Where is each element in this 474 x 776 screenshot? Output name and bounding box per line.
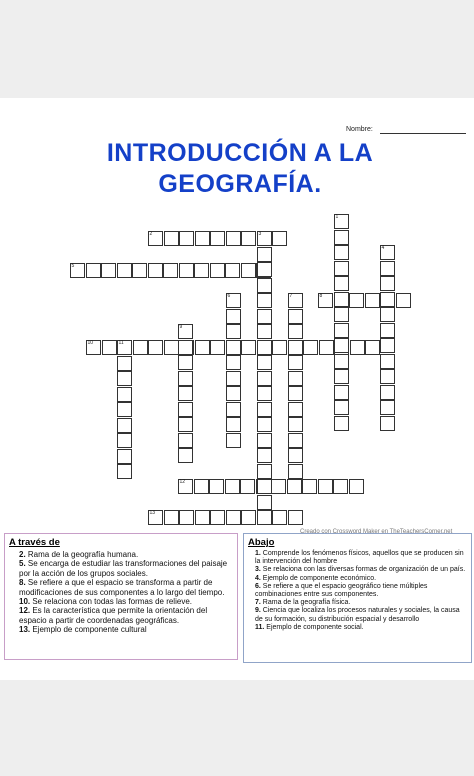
grid-cell[interactable] bbox=[380, 276, 395, 291]
down-clue bbox=[255, 583, 467, 599]
grid-cell[interactable] bbox=[334, 416, 349, 431]
down-clue bbox=[255, 550, 467, 566]
grid-cell[interactable] bbox=[148, 263, 163, 278]
grid-cell[interactable] bbox=[225, 263, 240, 278]
credit-text: Creado con Crossword Maker en TheTeachersCorner.net bbox=[300, 529, 453, 535]
grid-cell[interactable] bbox=[117, 449, 132, 464]
grid-cell[interactable] bbox=[257, 309, 272, 324]
grid-cell[interactable] bbox=[257, 495, 272, 510]
grid-clue-number: 11 bbox=[118, 340, 124, 346]
grid-cell[interactable] bbox=[148, 340, 163, 355]
grid-cell[interactable] bbox=[288, 309, 303, 324]
grid-cell[interactable] bbox=[241, 263, 256, 278]
grid-cell[interactable] bbox=[272, 231, 287, 246]
grid-cell[interactable] bbox=[334, 385, 349, 400]
grid-cell[interactable] bbox=[86, 263, 101, 278]
grid-clue-number: 6 bbox=[227, 293, 231, 299]
worksheet-title: INTRODUCCIÓN A LA GEOGRAFÍA. bbox=[106, 139, 374, 198]
grid-cell[interactable] bbox=[288, 324, 303, 339]
grid-cell[interactable] bbox=[380, 354, 395, 369]
grid-cell[interactable] bbox=[349, 293, 364, 308]
clue-text: Ejemplo de componente cultural bbox=[32, 625, 147, 635]
grid-cell[interactable] bbox=[380, 416, 395, 431]
grid-cell[interactable] bbox=[257, 247, 272, 262]
grid-cell[interactable] bbox=[226, 386, 241, 401]
grid-cell[interactable] bbox=[179, 231, 194, 246]
clue-number: 12. bbox=[19, 606, 33, 616]
grid-cell[interactable] bbox=[257, 340, 272, 355]
down-heading: Abajo bbox=[248, 537, 275, 548]
down-clues-panel bbox=[243, 533, 472, 663]
grid-cell[interactable] bbox=[209, 479, 224, 494]
grid-cell[interactable] bbox=[380, 261, 395, 276]
grid-cell[interactable] bbox=[210, 263, 225, 278]
grid-cell[interactable] bbox=[334, 292, 349, 307]
grid-cell[interactable] bbox=[178, 402, 193, 417]
grid-cell[interactable] bbox=[288, 464, 303, 479]
grid-cell[interactable] bbox=[271, 479, 286, 494]
grid-cell[interactable] bbox=[117, 464, 132, 479]
grid-cell[interactable] bbox=[350, 340, 365, 355]
grid-cell[interactable] bbox=[240, 479, 255, 494]
grid-cell[interactable] bbox=[117, 263, 132, 278]
grid-cell[interactable] bbox=[195, 231, 210, 246]
grid-cell[interactable] bbox=[334, 354, 349, 369]
down-clue bbox=[255, 607, 467, 623]
grid-cell[interactable] bbox=[257, 417, 272, 432]
grid-cell[interactable] bbox=[380, 400, 395, 415]
grid-cell[interactable] bbox=[164, 510, 179, 525]
down-clue-list bbox=[244, 550, 471, 632]
clue-text: Rama de la geografía física. bbox=[262, 599, 351, 607]
grid-cell[interactable] bbox=[226, 309, 241, 324]
grid-clue-number: 4 bbox=[381, 245, 385, 251]
clue-text: Comprende los fenómenos físicos, aquellos que se producen sin la intervención del hombre bbox=[255, 550, 464, 566]
grid-cell[interactable] bbox=[334, 307, 349, 322]
grid-cell[interactable] bbox=[365, 340, 380, 355]
grid-cell[interactable] bbox=[210, 340, 225, 355]
clue-number: 4. bbox=[255, 574, 263, 582]
grid-cell[interactable] bbox=[302, 479, 317, 494]
grid-cell[interactable] bbox=[334, 323, 349, 338]
grid-clue-number: 13 bbox=[149, 510, 156, 516]
clue-number: 8. bbox=[19, 578, 28, 588]
grid-cell[interactable] bbox=[257, 386, 272, 401]
across-clue bbox=[19, 550, 231, 559]
grid-cell[interactable] bbox=[117, 356, 132, 371]
grid-cell[interactable] bbox=[163, 263, 178, 278]
grid-cell[interactable] bbox=[288, 448, 303, 463]
grid-cell[interactable] bbox=[257, 402, 272, 417]
grid-cell[interactable] bbox=[132, 263, 147, 278]
grid-cell[interactable] bbox=[225, 479, 240, 494]
grid-cell[interactable] bbox=[210, 231, 225, 246]
across-heading: A través de bbox=[9, 537, 60, 548]
grid-cell[interactable] bbox=[365, 293, 380, 308]
clue-number: 6. bbox=[255, 582, 263, 590]
down-clue bbox=[255, 575, 467, 583]
grid-cell[interactable] bbox=[396, 293, 411, 308]
grid-cell[interactable] bbox=[257, 293, 272, 308]
grid-cell[interactable] bbox=[334, 276, 349, 291]
grid-cell[interactable] bbox=[241, 510, 256, 525]
grid-cell[interactable] bbox=[288, 510, 303, 525]
grid-cell[interactable] bbox=[334, 230, 349, 245]
grid-cell[interactable] bbox=[334, 400, 349, 415]
grid-cell[interactable] bbox=[194, 263, 209, 278]
across-clue bbox=[19, 606, 231, 625]
grid-clue-number: 10 bbox=[87, 340, 94, 346]
grid-cell[interactable] bbox=[257, 510, 272, 525]
grid-cell[interactable] bbox=[226, 417, 241, 432]
grid-cell[interactable] bbox=[380, 369, 395, 384]
clue-text: Rama de la geografía humana. bbox=[27, 550, 139, 559]
grid-clue-number: 5 bbox=[71, 263, 75, 269]
clue-number: 1. bbox=[255, 550, 263, 557]
grid-cell[interactable] bbox=[319, 340, 334, 355]
grid-cell[interactable] bbox=[210, 510, 225, 525]
name-label: Nombre: bbox=[346, 126, 373, 133]
grid-cell[interactable] bbox=[241, 231, 256, 246]
grid-cell[interactable] bbox=[272, 510, 287, 525]
grid-cell[interactable] bbox=[288, 433, 303, 448]
grid-clue-number: 9 bbox=[179, 324, 183, 330]
grid-cell[interactable] bbox=[226, 231, 241, 246]
grid-cell[interactable] bbox=[226, 510, 241, 525]
down-clue bbox=[255, 599, 467, 607]
clue-text: Ciencia que localiza los procesos naturales y sociales, la causa de su formación, su distribución espacial y desarrollo bbox=[255, 607, 460, 623]
grid-cell[interactable] bbox=[164, 231, 179, 246]
grid-cell[interactable] bbox=[194, 479, 209, 494]
grid-cell[interactable] bbox=[288, 386, 303, 401]
grid-cell[interactable] bbox=[179, 263, 194, 278]
grid-cell[interactable] bbox=[287, 479, 302, 494]
down-clue bbox=[255, 624, 467, 632]
clue-number: 3. bbox=[255, 566, 263, 574]
grid-cell[interactable] bbox=[334, 369, 349, 384]
across-clue bbox=[19, 578, 231, 597]
grid-cell[interactable] bbox=[102, 340, 117, 355]
grid-cell[interactable] bbox=[226, 340, 241, 355]
grid-cell[interactable] bbox=[178, 433, 193, 448]
grid-cell[interactable] bbox=[334, 261, 349, 276]
grid-cell[interactable] bbox=[178, 386, 193, 401]
grid-cell[interactable] bbox=[178, 340, 193, 355]
grid-cell[interactable] bbox=[101, 263, 116, 278]
grid-cell[interactable] bbox=[226, 324, 241, 339]
clue-number: 10. bbox=[19, 597, 33, 607]
grid-clue-number: 3 bbox=[258, 231, 262, 237]
grid-cell[interactable] bbox=[117, 387, 132, 402]
grid-clue-number: 7 bbox=[289, 293, 293, 299]
grid-cell[interactable] bbox=[179, 510, 194, 525]
grid-cell[interactable] bbox=[226, 355, 241, 370]
grid-clue-number: 8 bbox=[319, 293, 323, 299]
clue-number: 7. bbox=[255, 599, 263, 607]
grid-cell[interactable] bbox=[257, 479, 272, 494]
grid-cell[interactable] bbox=[195, 340, 210, 355]
clue-number: 9. bbox=[255, 607, 263, 615]
grid-cell[interactable] bbox=[257, 448, 272, 463]
grid-cell[interactable] bbox=[334, 338, 349, 353]
grid-cell[interactable] bbox=[349, 479, 364, 494]
grid-cell[interactable] bbox=[241, 340, 256, 355]
grid-clue-number: 1 bbox=[335, 214, 339, 220]
clue-text: Se relaciona con las diversas formas de organización de un país. bbox=[262, 566, 466, 574]
clue-text: Ejemplo de componente social. bbox=[266, 623, 364, 631]
clue-text: Ejemplo de componente económico. bbox=[262, 574, 377, 582]
grid-cell[interactable] bbox=[178, 371, 193, 386]
across-clues-panel bbox=[4, 533, 238, 660]
grid-cell[interactable] bbox=[380, 307, 395, 322]
across-clue bbox=[19, 559, 231, 578]
grid-cell[interactable] bbox=[257, 278, 272, 293]
grid-cell[interactable] bbox=[117, 418, 132, 433]
grid-cell[interactable] bbox=[117, 433, 132, 448]
grid-cell[interactable] bbox=[164, 340, 179, 355]
grid-cell[interactable] bbox=[257, 355, 272, 370]
grid-cell[interactable] bbox=[133, 340, 148, 355]
grid-cell[interactable] bbox=[333, 479, 348, 494]
grid-cell[interactable] bbox=[226, 433, 241, 448]
clue-number: 5. bbox=[19, 559, 28, 569]
grid-cell[interactable] bbox=[257, 371, 272, 386]
grid-cell[interactable] bbox=[288, 340, 303, 355]
clue-number: 13. bbox=[19, 625, 33, 635]
grid-cell[interactable] bbox=[178, 417, 193, 432]
grid-cell[interactable] bbox=[380, 323, 395, 338]
grid-cell[interactable] bbox=[117, 402, 132, 417]
clue-text: Se encarga de estudiar las transformaciones del paisaje por la acción de los grupos sociales. bbox=[19, 559, 228, 578]
clue-text: Se relaciona con todas las formas de relieve. bbox=[32, 597, 192, 607]
down-clue bbox=[255, 566, 467, 574]
clue-text: Se refiere a que el espacio geográfico tiene múltiples combinaciones entre sus componentes. bbox=[255, 582, 428, 599]
grid-cell[interactable] bbox=[334, 245, 349, 260]
grid-clue-number: 12 bbox=[179, 479, 186, 485]
grid-cell[interactable] bbox=[226, 402, 241, 417]
grid-cell[interactable] bbox=[380, 338, 395, 353]
grid-cell[interactable] bbox=[318, 479, 333, 494]
grid-clue-number: 2 bbox=[149, 231, 153, 237]
grid-cell[interactable] bbox=[195, 510, 210, 525]
clue-number: 11. bbox=[255, 623, 267, 631]
grid-cell[interactable] bbox=[117, 371, 132, 386]
grid-cell[interactable] bbox=[257, 324, 272, 339]
grid-cell[interactable] bbox=[257, 433, 272, 448]
grid-cell[interactable] bbox=[288, 402, 303, 417]
grid-cell[interactable] bbox=[288, 355, 303, 370]
across-clue bbox=[19, 625, 231, 634]
across-clue bbox=[19, 597, 231, 606]
clue-number: 2. bbox=[19, 550, 28, 559]
grid-cell[interactable] bbox=[288, 371, 303, 386]
clue-text: Es la característica que permite la orientación del espacio a partir de coordenadas geográficas. bbox=[19, 606, 208, 625]
grid-cell[interactable] bbox=[226, 371, 241, 386]
grid-cell[interactable] bbox=[272, 340, 287, 355]
grid-cell[interactable] bbox=[178, 355, 193, 370]
grid-cell[interactable] bbox=[178, 448, 193, 463]
grid-cell[interactable] bbox=[303, 340, 318, 355]
across-clue-list bbox=[5, 550, 237, 635]
grid-cell[interactable] bbox=[257, 464, 272, 479]
grid-cell[interactable] bbox=[288, 417, 303, 432]
grid-cell[interactable] bbox=[380, 385, 395, 400]
grid-cell[interactable] bbox=[380, 292, 395, 307]
grid-cell[interactable] bbox=[257, 262, 272, 277]
clue-text: Se refiere a que el espacio se transforma a partir de modificaciones de sus componentes a lo largo del tiempo. bbox=[19, 578, 225, 597]
